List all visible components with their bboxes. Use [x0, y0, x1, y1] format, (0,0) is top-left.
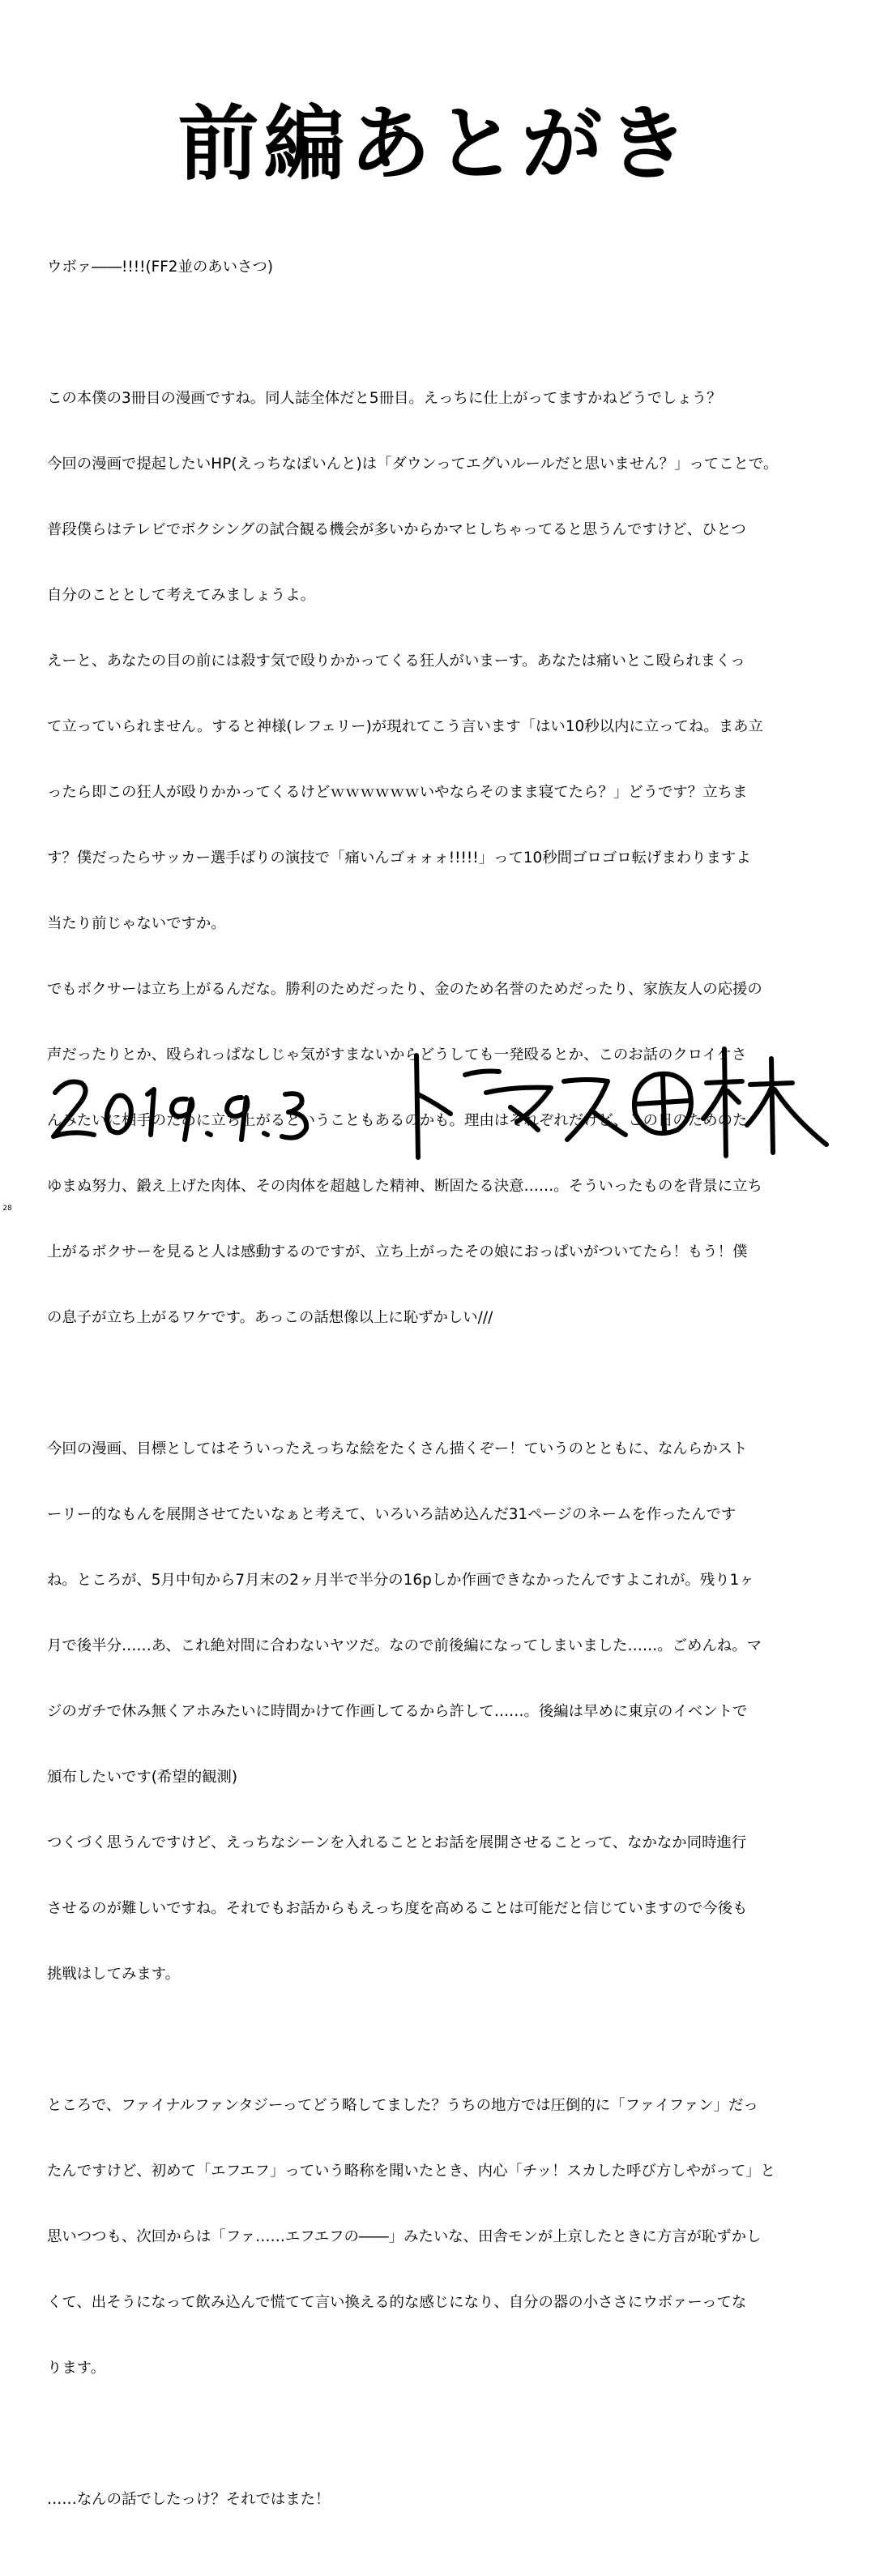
signature-date-strokes: [53, 1082, 306, 1140]
text-line: 上がるボクサーを見ると人は感動するのですが、立ち上がったその娘におっぱいがついてたら！もう！僕: [47, 1243, 748, 1260]
text-line: 思いつつも、次回からは「ファ……エフエフの――」みたいな、田舎モンが上京したときに方言が恥ずかし: [47, 2228, 762, 2245]
paragraph-production: [47, 1394, 829, 2029]
text-line: ところで、ファイナルファンタジーってどう略してました？うちの地方では圧倒的に「ファイファン」だっ: [47, 2097, 758, 2114]
text-line: 声だったりとか、殴られっぱなしじゃ気がすまないからどうしても一発殴るとか、このお話のクロイケさ: [47, 1046, 747, 1063]
text-line: す？僕だったらサッカー選手ばりの演技で「痛いんゴォォォ!!!!!」って10秒間ゴロゴロ転げまわりますよ: [47, 849, 751, 867]
text-line: つくづく思うんですけど、えっちなシーンを入れることとお話を展開させることって、なかなか同時進行: [47, 1834, 747, 1851]
text-line: この本僕の3冊目の漫画ですね。同人誌全体だと5冊目。えっちに仕上がってますかねどうでしょう？: [47, 390, 722, 407]
page-title: 前編あとがき: [177, 96, 694, 191]
text-line: 自分のこととして考えてみましょうよ。: [47, 587, 316, 604]
text-line: んみたいに相手のために立ち上がるということもあるのかも。理由はそれぞれだけど、この日のためのた: [47, 1112, 748, 1129]
text-line: 今回の漫画で提起したいHP(えっちなぽいんと)は「ダウンってエグいルールだと思いません？」ってことで。: [47, 456, 779, 473]
paragraph-closing: [47, 2445, 829, 2554]
paragraph-ff: [47, 2051, 829, 2423]
text-line: ります。: [47, 2360, 106, 2377]
page-number: 28: [2, 1205, 12, 1213]
text-line: 今回の漫画、目標としてはそういったえっちな絵をたくさん描くぞー！ていうのとともに、なんらかスト: [47, 1440, 748, 1457]
paragraph-boxing: [47, 344, 829, 1372]
text-line: ゆまぬ努力、鍛え上げた肉体、その肉体を超越した精神、断固たる決意……。そういったものを背景に立ち: [47, 1178, 762, 1195]
signature-name-strokes: [416, 1049, 826, 1157]
paragraph-greeting: [47, 212, 829, 322]
text-line: たんですけど、初めて「エフエフ」っていう略称を聞いたとき、内心「チッ！スカした呼び方しやがって」と: [47, 2163, 775, 2180]
text-line: ウボァ――!!!!(FF2並のあいさつ): [47, 259, 273, 276]
text-line: ーリー的なもんを展開させてたいなぁと考えて、いろいろ詰め込んだ31ページのネームを作ったんです: [47, 1506, 737, 1523]
text-line: 月で後半分……あ、これ絶対間に合わないヤツだ。なので前後編になってしまいました……。ごめんね。マ: [47, 1637, 762, 1654]
text-line: 頒布したいです(希望的観測): [47, 1769, 238, 1786]
text-line: えーと、あなたの目の前には殺す気で殴りかかってくる狂人がいまーす。あなたは痛いとこ殴られまくっ: [47, 653, 745, 670]
text-line: ジのガチで休み無くアホみたいに時間かけて作画してるから許して……。後編は早めに東京のイベントで: [47, 1703, 748, 1720]
text-line: くて、出そうになって飲み込んで慌てて言い換える的な感じになり、自分の器の小ささにウボァーってな: [47, 2294, 747, 2311]
text-line: ったら即この狂人が殴りかかってくるけどｗｗｗｗｗｗいやならそのまま寝てたら？」どうです？立ちま: [47, 784, 748, 801]
text-line: の息子が立ち上がるワケです。あっこの話想像以上に恥ずかしい///: [47, 1309, 493, 1326]
text-line: 挑戦はしてみます。: [47, 1966, 181, 1983]
text-line: 普段僕らはテレビでボクシングの試合観る機会が多いからかマヒしちゃってると思うんですけど、ひとつ: [47, 521, 746, 538]
text-line: 当たり前じゃないですか。: [47, 915, 226, 932]
text-line: させるのが難しいですね。それでもお話からもえっち度を高めることは可能だと信じていますので今後も: [47, 1900, 748, 1917]
text-line: て立っていられません。すると神様(レフェリー)が現れてこう言います「はい10秒以内に立ってね。まあ立: [47, 718, 763, 735]
text-line: ね。ところが、5月中旬から7月末の2ヶ月半で半分の16pしか作画できなかったんですよこれが。残り1ヶ: [47, 1572, 754, 1589]
text-line: でもボクサーは立ち上がるんだな。勝利のためだったり、金のため名誉のためだったり、家族友人の応援の: [47, 981, 762, 998]
handwritten-signature: [49, 1046, 843, 1167]
text-line: ……なんの話でしたっけ？それではまた！: [47, 2491, 331, 2508]
afterword-body: [47, 212, 829, 2576]
